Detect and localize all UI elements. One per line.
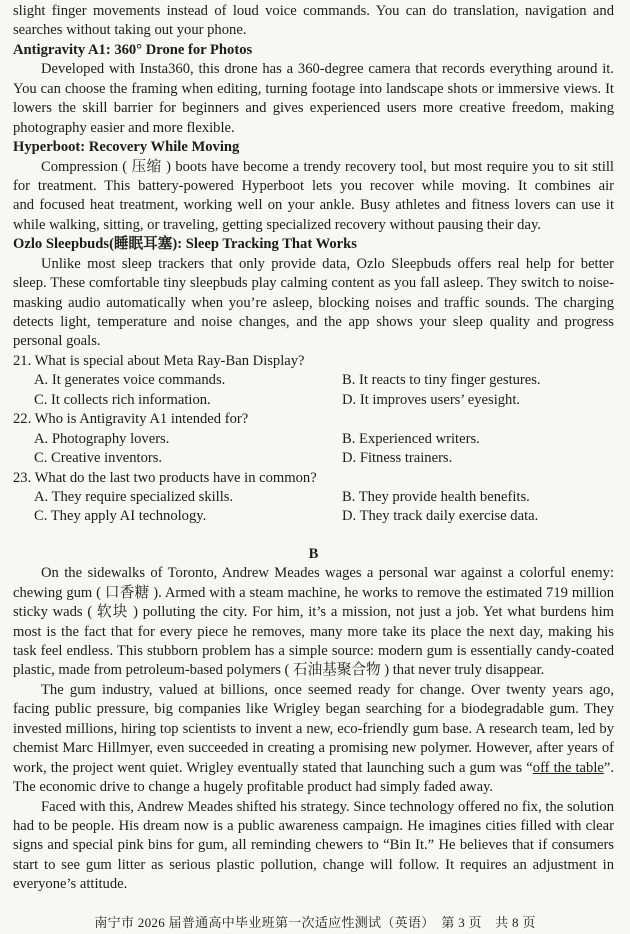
answer-option: D. They track daily exercise data. [342,508,539,525]
text-line: had to be people. His dream now is a public awareness campaign. He imagines cities filled with clear [13,817,614,834]
option-row [13,507,614,526]
option-row [13,371,614,390]
answer-option: B. It reacts to tiny finger gestures. [342,372,541,389]
text-line: task feel endless. This stubborn problem has a simple source: modern gum is essentially candy-coated [13,643,614,659]
text-line: chewing gum ( 口香糖 ). Armed with a steam machine, he works to remove the estimated 719 million [13,584,614,601]
text-line: lowers the skill barrier for beginners and gives experienced users more creative freedom, making [13,100,614,117]
section-heading: Hyperboot: Recovery While Moving [13,139,240,156]
text-line: searches without taking out your phone. [13,22,247,39]
answer-option: A. Photography lovers. [34,430,170,447]
question-stem: 22. Who is Antigravity A1 intended for? [13,411,249,428]
text-line: Unlike most sleep trackers that only provide data, Ozlo Sleepbuds offers real help for better [41,255,614,272]
option-row [13,430,614,449]
text-line: You can choose the framing when editing, turning footage into landscape shots or immersive views. It [13,80,614,97]
answer-option: D. It improves users’ eyesight. [342,391,521,408]
text-line: plastic, made from petroleum-based polymers ( 石油基聚合物 ) that never truly disappear. [13,662,545,679]
text-line: chemist Marc Hillmyer, even succeeded in creating a promising new polymer. However, after years of [13,740,614,757]
text-line: everyone’s attitude. [13,876,128,893]
paragraph [13,564,614,681]
text-line: Compression ( 压缩 ) boots have become a trendy recovery tool, but most require you to sit still [41,158,614,175]
text-line: slight finger movements instead of loud voice commands. You can do translation, navigation and [13,3,614,19]
text-line: start to see gum litter as serious plastic pollution, change will follow. It requires an adjustment in [13,856,614,873]
answer-option: C. They apply AI technology. [34,508,207,525]
text-line: invested millions, hiring top scientists to invent a new, eco-friendly gum base. A research team, led by [13,720,614,737]
answer-option: C. It collects rich information. [34,391,211,408]
answer-option: B. Experienced writers. [342,430,480,447]
answer-option: A. They require specialized skills. [34,488,234,505]
text-line: photography easier and more flexible. [13,119,235,136]
page-footer: 南宁市 2026 届普通高中毕业班第一次适应性测试（英语） 第 3 页 共 8 页 [94,915,536,930]
question-stem: 23. What do the last two products have in common? [13,469,317,486]
text-line: while walking, sitting, or traveling, getting specialized recovery without pausing their day. [13,216,541,233]
text-line: and focused heat treatment, working well on your ankle. Busy athletes and fitness lovers can use it [13,197,614,214]
answer-option: A. It generates voice commands. [34,372,226,389]
text-line: sticky wads ( 软块 ) polluting the city. For him, it’s a mission, not just a job. Yet what burdens him [13,604,614,621]
text-line: personal goals. [13,333,101,350]
answer-option: D. Fitness trainers. [342,450,453,467]
text-line: for treatment. This battery-powered Hyperboot lets you recover while moving. It combines air [13,177,614,194]
option-row [13,449,614,468]
text-line: work, the project went quiet. Wrigley eventually stated that launching such a gum was “off the table”. [13,759,614,776]
paragraph [13,798,614,895]
exam-page-content [13,2,614,895]
text-line: The gum industry, valued at billions, once seemed ready for change. Over twenty years ago, [41,681,614,698]
text-line: On the sidewalks of Toronto, Andrew Meades wages a personal war against a colorful enemy: [41,565,614,582]
text-line: masking audio automatically when you’re asleep, blocking noises and traffic sounds. The charging [13,294,614,311]
paragraph [13,2,614,41]
question [13,410,614,468]
text-line: The economic drive to change a hugely profitable product had simply faded away. [13,779,494,796]
answer-option: B. They provide health benefits. [342,488,530,505]
text-line: signs and special pink bins for gum, all reminding chewers to “Bin It.” He believes that if consumers [13,837,614,854]
paragraph [13,158,614,236]
text-line: Faced with this, Andrew Meades shifted his strategy. Since technology offered no fix, the solution [41,798,614,815]
option-row [13,391,614,410]
paragraph [13,60,614,138]
question [13,352,614,410]
text-line: facing public pressure, big companies like Wrigley began searching for a biodegradable gum. They [13,701,614,718]
paragraph [13,681,614,798]
text-line: sleep. These comfortable tiny sleepbuds play calming content as you fall asleep. They switch to noise- [13,275,614,292]
question-stem: 21. What is special about Meta Ray-Ban Display? [13,352,305,369]
section-heading: Antigravity A1: 360° Drone for Photos [13,41,253,58]
underlined-phrase: off the table [532,759,604,776]
text-line: detects light, temperature and noise changes, and the app shows your sleep quality and progress [13,314,614,330]
section-label: B [308,545,319,562]
answer-option: C. Creative inventors. [34,450,163,467]
option-row [13,488,614,507]
text-line: most is the fact that for every piece he removes, many more take its place the next day, making his [13,623,614,640]
text-line: Developed with Insta360, this drone has a 360-degree camera that records everything around it. [41,61,614,78]
paragraph [13,255,614,352]
section-heading: Ozlo Sleepbuds(睡眠耳塞): Sleep Tracking That Works [13,236,357,253]
question [13,469,614,527]
